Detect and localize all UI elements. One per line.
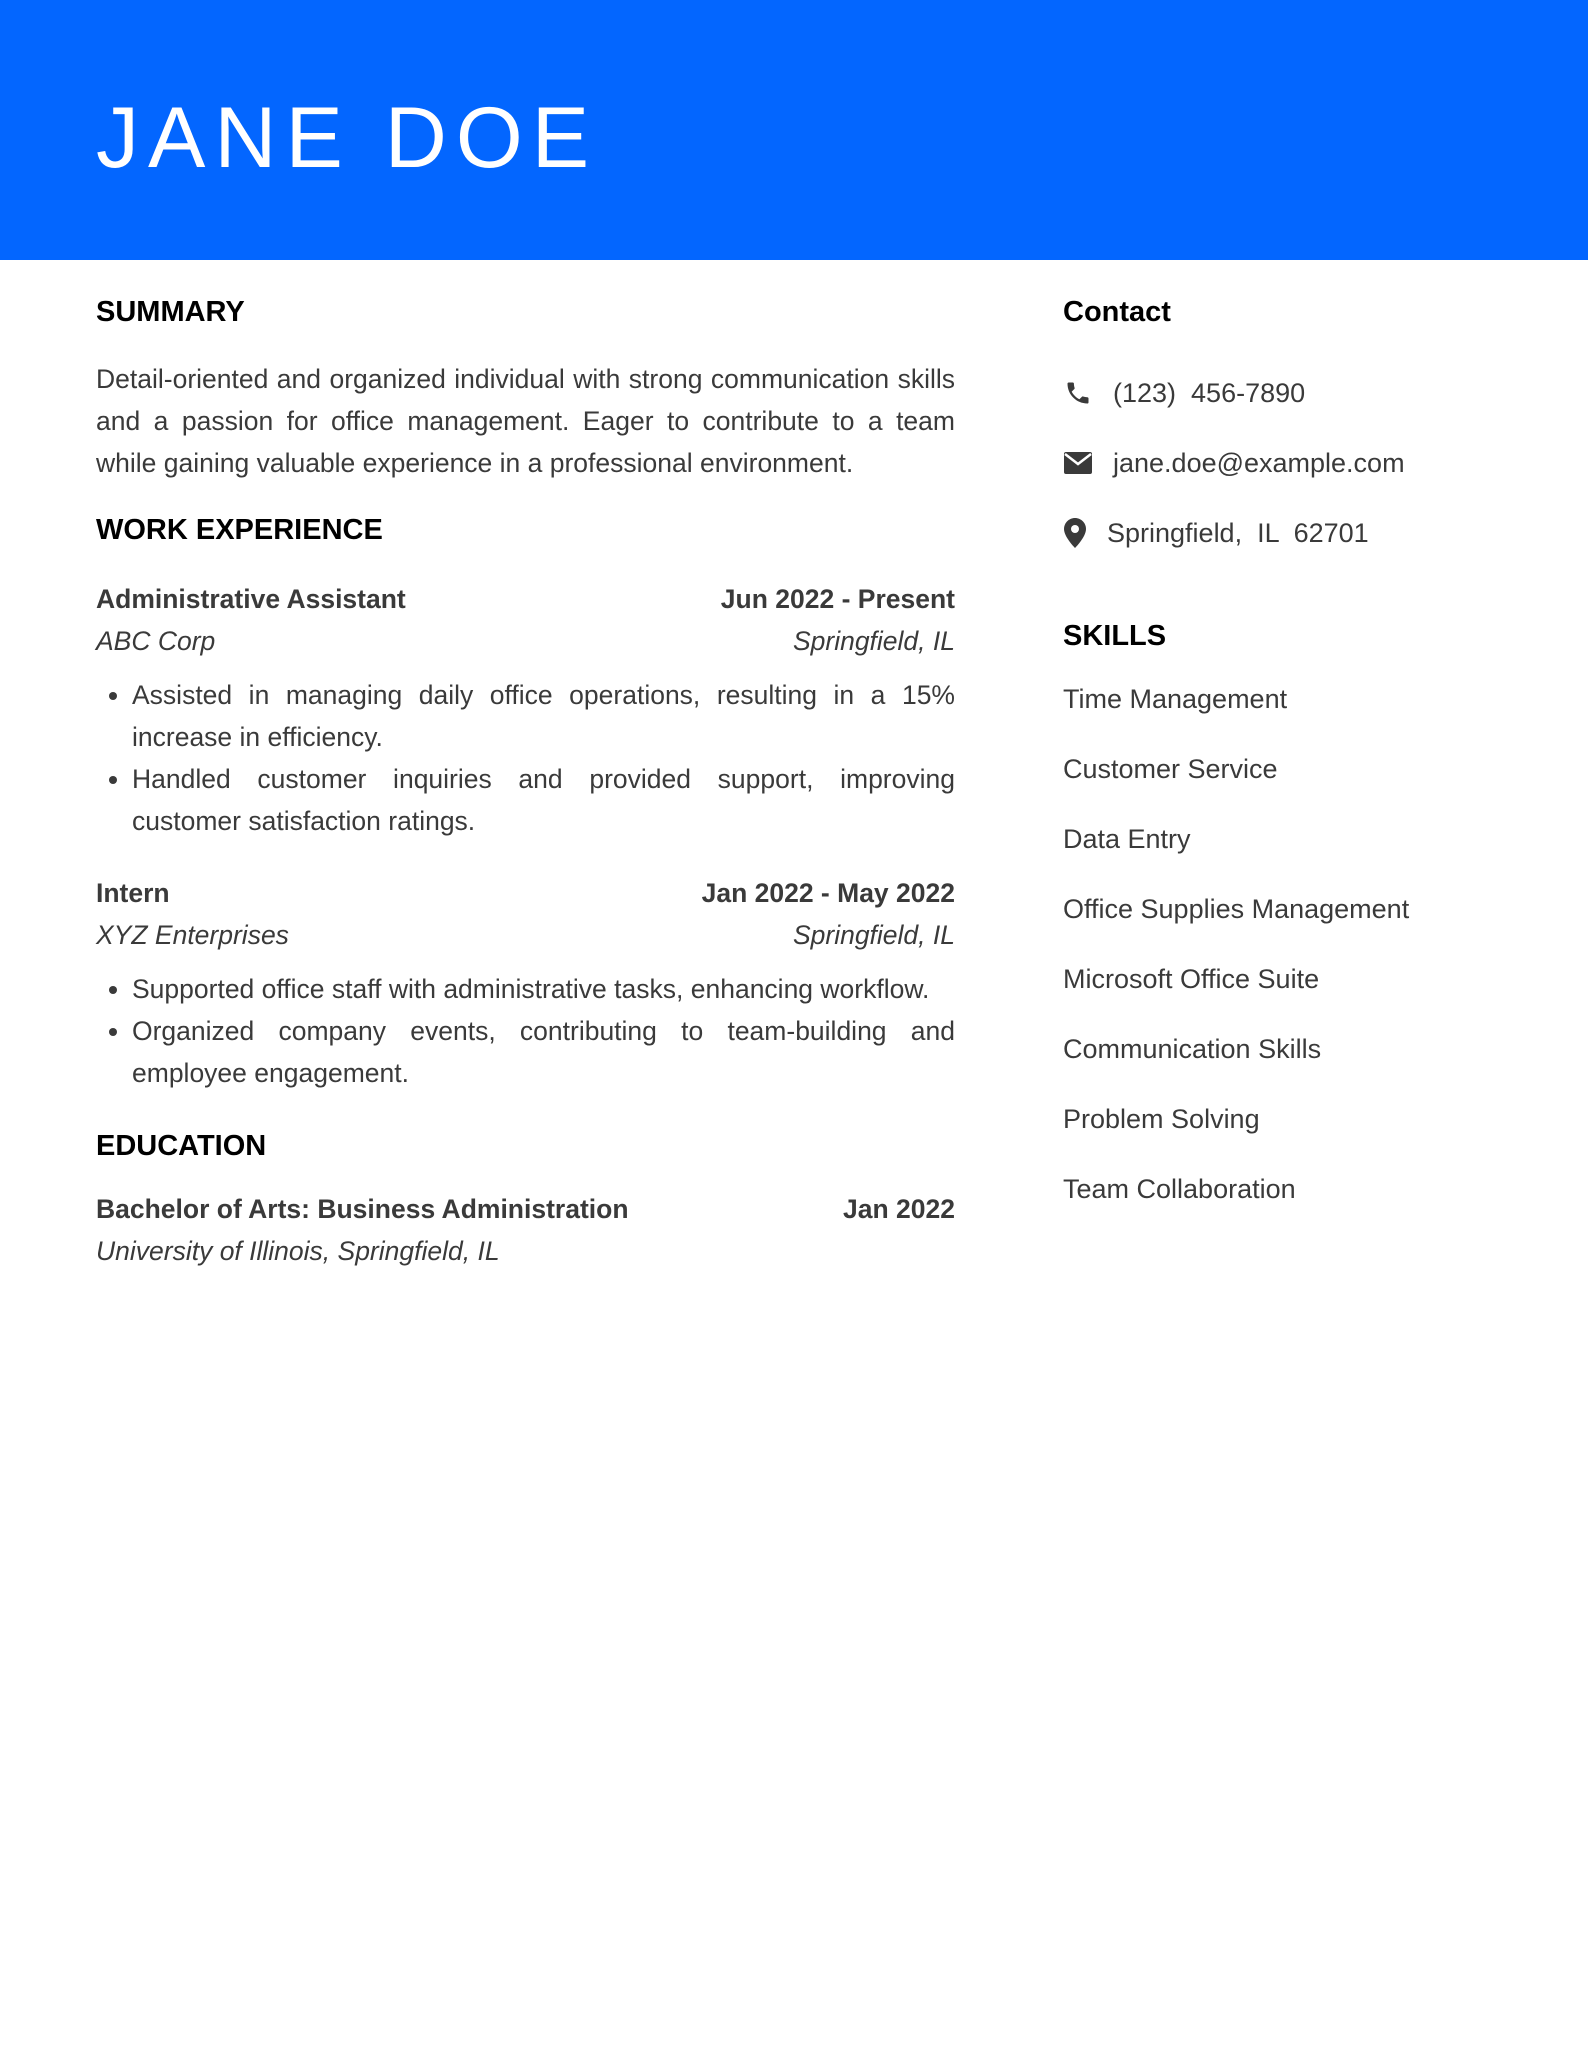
education-heading: EDUCATION bbox=[96, 1130, 267, 1162]
skill-item: Microsoft Office Suite bbox=[1063, 964, 1320, 994]
phone-number: (123) 456-7890 bbox=[1113, 377, 1306, 408]
skill-item: Problem Solving bbox=[1063, 1104, 1260, 1134]
job-title: Administrative Assistant bbox=[96, 584, 406, 614]
job-bullet: • Supported office staff with administrative tasks, enhancing workflow. bbox=[132, 968, 955, 1010]
skill-item: Office Supplies Management bbox=[1063, 894, 1410, 924]
job-dates: Jan 2022 - May 2022 bbox=[701, 878, 955, 908]
email-address: jane.doe@example.com bbox=[1113, 447, 1405, 478]
job-title: Intern bbox=[96, 878, 170, 908]
contact-email bbox=[1063, 428, 1543, 498]
skills-heading: SKILLS bbox=[1063, 620, 1167, 652]
job-dates: Jun 2022 - Present bbox=[720, 584, 955, 614]
education-date: Jan 2022 bbox=[843, 1194, 955, 1224]
contact-heading: Contact bbox=[1063, 296, 1171, 328]
job-entry bbox=[96, 578, 955, 842]
header-banner bbox=[0, 0, 1588, 260]
skill-item: Time Management bbox=[1063, 684, 1288, 714]
skills-list bbox=[1063, 664, 1543, 1224]
skill-item: Customer Service bbox=[1063, 754, 1278, 784]
job-bullets bbox=[96, 968, 955, 1094]
skill-item: Team Collaboration bbox=[1063, 1174, 1296, 1204]
job-bullet: • Handled customer inquiries and provided support, improving customer satisfaction ratings. bbox=[132, 758, 955, 842]
job-entry bbox=[96, 872, 955, 1094]
contact-phone bbox=[1063, 358, 1543, 428]
contact-location bbox=[1063, 498, 1543, 568]
job-company: ABC Corp bbox=[96, 626, 216, 656]
job-company: XYZ Enterprises bbox=[96, 920, 289, 950]
sidebar-column bbox=[1063, 290, 1543, 1224]
job-bullets bbox=[96, 674, 955, 842]
job-bullet: • Organized company events, contributing to team-building and employee engagement. bbox=[132, 1010, 955, 1094]
skill-item: Communication Skills bbox=[1063, 1034, 1322, 1064]
degree: Bachelor of Arts: Business Administration bbox=[96, 1194, 629, 1224]
location-text: Springfield, IL 62701 bbox=[1107, 517, 1369, 548]
school: University of Illinois, Springfield, IL bbox=[96, 1236, 500, 1266]
envelope-icon bbox=[1063, 448, 1093, 478]
work-experience-heading: WORK EXPERIENCE bbox=[96, 514, 383, 546]
job-location: Springfield, IL bbox=[792, 920, 955, 950]
job-bullet: • Assisted in managing daily office operations, resulting in a 15% increase in efficiency. bbox=[132, 674, 955, 758]
education-entry bbox=[96, 1188, 955, 1272]
skill-item: Data Entry bbox=[1063, 824, 1191, 854]
map-pin-icon bbox=[1063, 518, 1087, 548]
summary-text: Detail-oriented and organized individual with strong communication skills and a passion for office management. Eager to contribute to a team while gaining valuable experience in a professional environment. bbox=[96, 364, 955, 478]
job-location: Springfield, IL bbox=[792, 626, 955, 656]
phone-icon bbox=[1063, 378, 1093, 408]
summary-heading: SUMMARY bbox=[96, 296, 245, 328]
candidate-name: JANE DOE bbox=[96, 90, 599, 186]
main-column bbox=[96, 290, 955, 1272]
